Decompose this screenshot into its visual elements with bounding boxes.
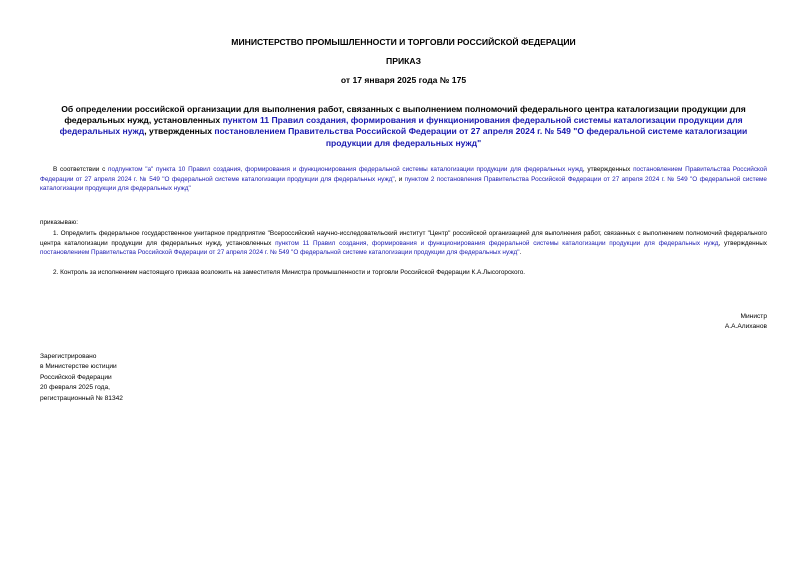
item1-link-resolution[interactable]: постановлением Правительства Российской Федерации от 27 апреля 2024 г. № 549 "О федеральной системе каталогизации продукции для федеральных нужд" xyxy=(40,249,520,257)
registration-line: в Министерстве юстиции xyxy=(40,363,117,371)
title-link-resolution[interactable]: постановлением Правительства Российской Федерации от 27 апреля 2024 г. № 549 "О федеральной системе каталогизации продукции для федеральных нужд" xyxy=(214,126,748,148)
title-text: , утвержденных xyxy=(144,126,215,137)
title-text: Об определении российской организации для выполнения работ, связанных с выполнением полномочий федерального центра каталогизации продукции для федеральных нужд, установленных xyxy=(61,104,746,126)
document-date-number: от 17 января 2025 года № 175 xyxy=(340,75,467,85)
registration-block xyxy=(40,352,123,404)
order-word: приказываю: xyxy=(40,219,78,226)
preamble-paragraph xyxy=(40,165,767,194)
item1-text: , утвержденных xyxy=(718,239,767,247)
order-item-2: 2. Контроль за исполнением настоящего приказа возложить на заместителя Министра промышленности и торговли Российской Федерации К.А.Лысогорского. xyxy=(53,269,526,276)
order-item-1 xyxy=(40,229,767,258)
preamble-link-resolution[interactable]: постановлением Правительства Российской Федерации от 27 апреля 2024 г. № 549 "О федеральной системе каталогизации продукции для федеральных нужд" xyxy=(40,166,768,183)
registration-number: регистрационный № 81342 xyxy=(40,394,123,402)
preamble-text: , и xyxy=(394,175,405,183)
signature-name: А.А.Алиханов xyxy=(724,323,767,330)
registration-line: Российской Федерации xyxy=(40,373,112,381)
preamble-text: В соответствии с xyxy=(53,166,109,173)
item1-text: 1. Определить федеральное государственное унитарное предприятие "Всероссийский научно-исследовательский институт "Центр" российской организацией для выполнения работ, связанных с выполнением полномочий федерального центра каталогизации продукции для федеральных нужд, установленных xyxy=(40,230,767,247)
preamble-text: , утвержденных xyxy=(582,166,634,173)
signature-position: Министр xyxy=(740,313,767,320)
signature-block xyxy=(725,312,767,332)
preamble-link-clause2[interactable]: пунктом 2 постановления Правительства Российской Федерации от 27 апреля 2024 г. № 549 "О федеральной системе каталогизации продукции для федеральных нужд" xyxy=(40,175,767,193)
registration-date: 20 февраля 2025 года, xyxy=(40,384,110,392)
document-title xyxy=(40,104,767,149)
ministry-heading: МИНИСТЕРСТВО ПРОМЫШЛЕННОСТИ И ТОРГОВЛИ РОССИЙСКОЙ ФЕДЕРАЦИИ xyxy=(231,37,576,47)
item1-text: . xyxy=(519,249,522,257)
title-link-rules[interactable]: пунктом 11 Правил создания, формирования и функционирования федеральной системы каталогизации продукции для федеральных нужд xyxy=(59,115,743,137)
document-type: ПРИКАЗ xyxy=(386,56,421,66)
registration-line: Зарегистрировано xyxy=(40,353,97,360)
item1-link-rules[interactable]: пунктом 11 Правил создания, формирования и функционирования федеральной системы каталогизации продукции для федеральных нужд xyxy=(275,239,719,247)
preamble-link-subclause[interactable]: подпунктом "а" пункта 10 Правил создания, формирования и функционирования федеральной системы каталогизации продукции для федеральных нужд xyxy=(108,166,583,173)
